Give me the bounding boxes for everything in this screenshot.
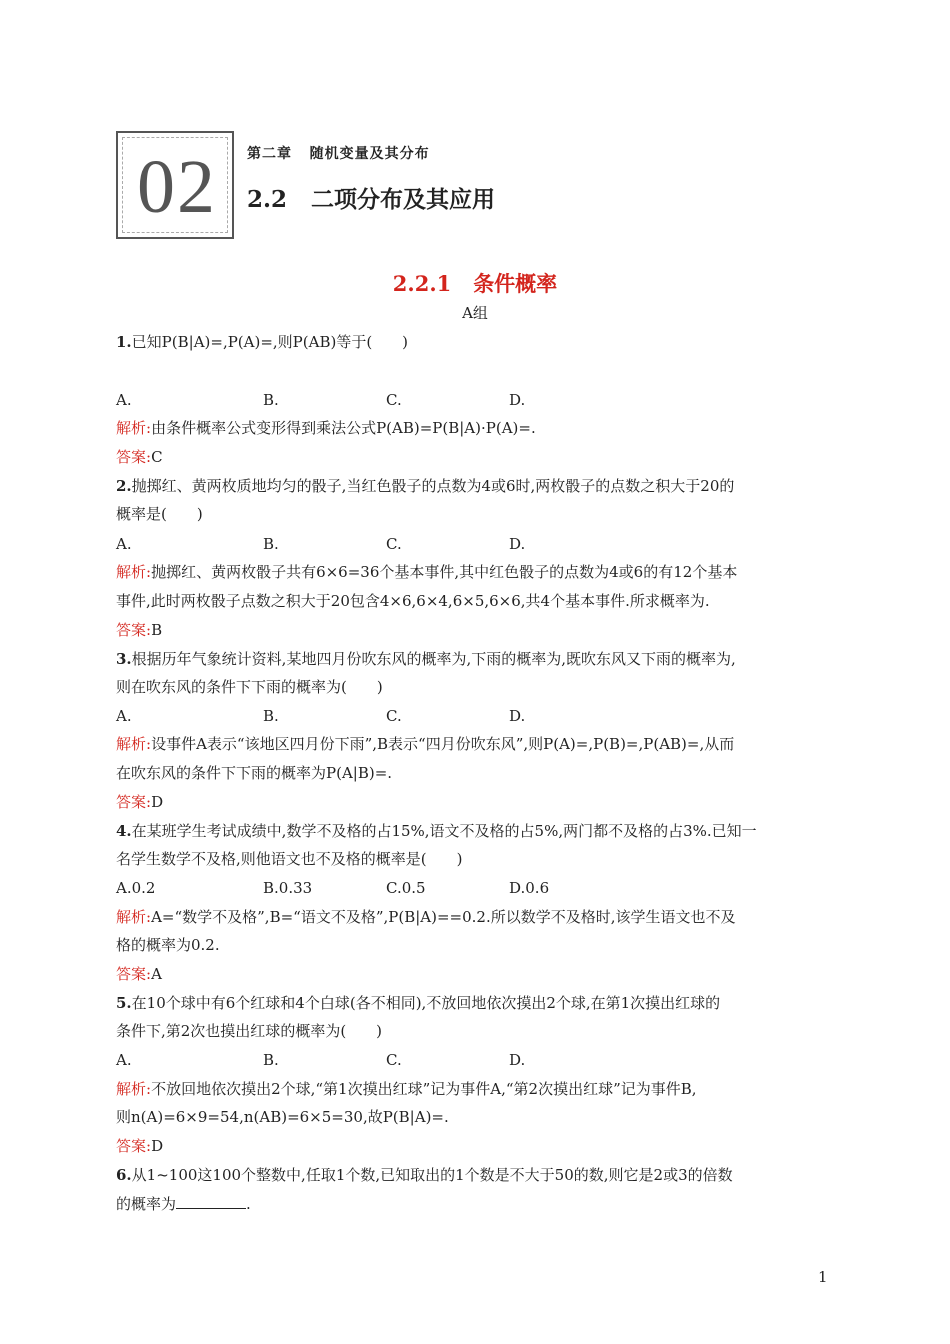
q4-stem-text1: 在某班学生考试成绩中,数学不及格的占15%,语文不及格的占5%,两门都不及格的占3%.已知一: [131, 822, 757, 840]
q6-stem-line1: [116, 1165, 733, 1185]
q2-stem-line2: 概率是( ): [116, 505, 203, 523]
q4-option-b: B.0.33: [263, 879, 313, 897]
q3-stem-text1: 根据历年气象统计资料,某地四月份吹东风的概率为,下雨的概率为,既吹东风又下雨的概率为,: [131, 650, 736, 668]
chapter-number: 02: [137, 145, 217, 229]
section-title: 2.2 二项分布及其应用: [247, 186, 496, 213]
q5-option-b: B.: [263, 1051, 279, 1069]
q1-option-c: C.: [386, 391, 402, 409]
q5-option-c: C.: [386, 1051, 402, 1069]
subsection-title: 2.2.1 条件概率: [392, 271, 558, 296]
q6-stem-line2: [116, 1194, 251, 1214]
q3-answer-label: 答案:: [116, 793, 152, 811]
q2-analysis-line1: [116, 562, 737, 582]
q5-answer: [116, 1136, 163, 1156]
q5-option-d: D.: [509, 1051, 526, 1069]
q3-stem-line2: 则在吹东风的条件下下雨的概率为( ): [116, 678, 383, 696]
q3-analysis-label: 解析:: [116, 735, 152, 753]
q4-answer-value: A: [151, 965, 162, 983]
q5-stem-line1: [116, 993, 720, 1013]
q5-number: 5.: [116, 994, 132, 1012]
q5-stem-text1: 在10个球中有6个红球和4个白球(各不相同),不放回地依次摸出2个球,在第1次摸出红球的: [131, 994, 721, 1012]
q5-option-a: A.: [116, 1051, 132, 1069]
q5-analysis-line1: [116, 1079, 697, 1099]
q4-analysis-text1: A=“数学不及格”,B=“语文不及格”,P(B|A)==0.2.所以数学不及格时,该学生语文也不及: [151, 908, 736, 926]
q1-answer: [116, 447, 163, 467]
q1-number: 1.: [116, 333, 132, 351]
q2-stem-line1: [116, 476, 734, 496]
q3-analysis-line1: [116, 734, 734, 754]
q4-stem-line1: [116, 821, 757, 841]
q5-analysis-line2: 则n(A)=6×9=54,n(AB)=6×5=30,故P(B|A)=.: [116, 1108, 449, 1126]
q5-stem-line2: 条件下,第2次也摸出红球的概率为( ): [116, 1022, 383, 1040]
q1-analysis-label: 解析:: [116, 419, 152, 437]
q4-answer: [116, 964, 162, 984]
q6-stem-end: .: [246, 1195, 251, 1213]
q6-answer-blank[interactable]: [176, 1194, 246, 1209]
q3-answer: [116, 792, 163, 812]
q3-number: 3.: [116, 650, 132, 668]
q1-option-b: B.: [263, 391, 279, 409]
q2-analysis-text1: 抛掷红、黄两枚骰子共有6×6=36个基本事件,其中红色骰子的点数为4或6的有12个基本: [151, 563, 738, 581]
q6-number: 6.: [116, 1166, 132, 1184]
q2-answer-label: 答案:: [116, 621, 152, 639]
q2-option-b: B.: [263, 535, 279, 553]
q3-analysis-line2: 在吹东风的条件下下雨的概率为P(A|B)=.: [116, 764, 393, 782]
q4-number: 4.: [116, 822, 132, 840]
q2-number: 2.: [116, 477, 132, 495]
q1-stem: [116, 332, 408, 352]
q2-option-c: C.: [386, 535, 402, 553]
chapter-title: 第二章 随机变量及其分布: [247, 146, 430, 162]
q1-analysis: [116, 418, 536, 438]
q2-answer: [116, 620, 162, 640]
q3-option-d: D.: [509, 707, 526, 725]
q1-stem-text: 已知P(B|A)=,P(A)=,则P(AB)等于( ): [131, 333, 409, 351]
q1-option-d: D.: [509, 391, 526, 409]
q3-stem-line1: [116, 649, 736, 669]
q1-answer-value: C: [151, 448, 163, 466]
q2-option-d: D.: [509, 535, 526, 553]
q4-stem-line2: 名学生数学不及格,则他语文也不及格的概率是( ): [116, 850, 463, 868]
q5-answer-value: D: [151, 1137, 164, 1155]
q4-analysis-label: 解析:: [116, 908, 152, 926]
group-label: A组: [462, 304, 488, 322]
q5-answer-label: 答案:: [116, 1137, 152, 1155]
q2-answer-value: B: [151, 621, 163, 639]
q4-option-c: C.0.5: [386, 879, 426, 897]
q2-analysis-label: 解析:: [116, 563, 152, 581]
q5-analysis-label: 解析:: [116, 1080, 152, 1098]
q6-stem-text2: 的概率为: [116, 1195, 177, 1213]
q4-analysis-line2: 格的概率为0.2.: [116, 936, 220, 954]
q3-analysis-text1: 设事件A表示“该地区四月份下雨”,B表示“四月份吹东风”,则P(A)=,P(B)=,P(AB)=,从而: [151, 735, 735, 753]
q2-analysis-line2: 事件,此时两枚骰子点数之积大于20包含4×6,6×4,6×5,6×6,共4个基本事件.所求概率为.: [116, 592, 710, 610]
q4-option-d: D.0.6: [509, 879, 550, 897]
q1-option-a: A.: [116, 391, 132, 409]
chapter-number-box: [116, 131, 234, 239]
q4-option-a: A.0.2: [116, 879, 156, 897]
q2-stem-text1: 抛掷红、黄两枚质地均匀的骰子,当红色骰子的点数为4或6时,两枚骰子的点数之积大于20的: [131, 477, 735, 495]
q1-answer-label: 答案:: [116, 448, 152, 466]
q5-analysis-text1: 不放回地依次摸出2个球,“第1次摸出红球”记为事件A,“第2次摸出红球”记为事件B,: [151, 1080, 697, 1098]
q3-option-a: A.: [116, 707, 132, 725]
q3-option-b: B.: [263, 707, 279, 725]
q4-analysis-line1: [116, 907, 736, 927]
page-number: 1: [818, 1268, 828, 1286]
q4-answer-label: 答案:: [116, 965, 152, 983]
q3-answer-value: D: [151, 793, 164, 811]
q3-option-c: C.: [386, 707, 402, 725]
q2-option-a: A.: [116, 535, 132, 553]
q1-analysis-text: 由条件概率公式变形得到乘法公式P(AB)=P(B|A)·P(A)=.: [151, 419, 536, 437]
q6-stem-text1: 从1~100这100个整数中,任取1个数,已知取出的1个数是不大于50的数,则它是2或3的倍数: [131, 1166, 733, 1184]
